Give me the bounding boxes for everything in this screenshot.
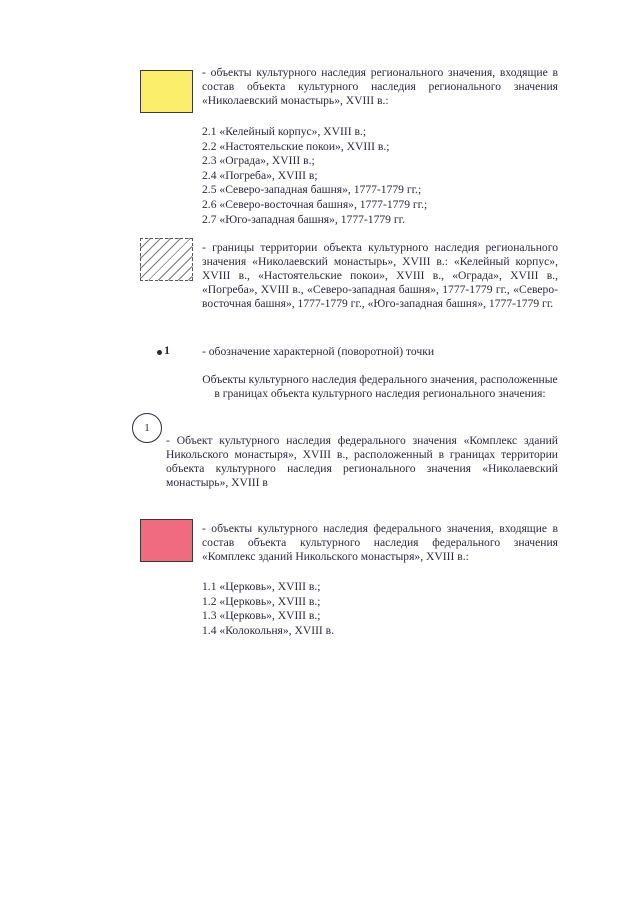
list-item: 2.2 «Настоятельские покои», XVIII в.; [202,139,390,153]
list-item: 2.3 «Ограда», XVIII в.; [202,154,315,168]
list-item: 1.2 «Церковь», XVIII в.; [202,594,321,608]
list-item: 2.5 «Северо-западная башня», 1777-1779 гг.; [202,183,422,197]
regional-objects-swatch [140,70,193,113]
federal-heading: Объекты культурного наследия федерального значения, расположенные в границах объекта культурного наследия регионального значения: [202,373,558,400]
list-item: 1.3 «Церковь», XVIII в.; [202,609,321,623]
point-description: - обозначение характерной (поворотной) точки [202,345,435,358]
list-item: 1.4 «Колокольня», XVIII в. [202,623,335,637]
federal-objects-list [202,580,334,638]
federal-complex-number: 1 [144,422,150,434]
list-item: 2.7 «Юго-западная башня», 1777-1779 гг. [202,212,405,226]
list-item: 2.1 «Келейный корпус», XVIII в.; [202,125,367,138]
boundary-description: - границы территории объекта культурного наследия регионального значения «Николаевский монастырь», XVIII в.: «Келейный корпус», XVIII в., «Настоятельские покои», XVIII в., «Ограда», XVIII в., «Погреба», XVIII в., «Северо-западная башня», 1777-1779 гг., «Северо-восточная башня», 1777-1779 гг., «Юго-западная башня», 1777-1779 гг. [202,241,558,310]
federal-objects-swatch [140,519,193,562]
boundary-hatch-swatch [140,238,193,281]
federal-complex-description: - Объект культурного наследия федерального значения «Комплекс зданий Никольского монастыря», XVIII в., расположенный в границах территории объекта культурного наследия регионального значения «Николаевский монастырь», XVIII в [166,434,558,489]
regional-objects-description: - объекты культурного наследия регионального значения, входящие в состав объекта культурного наследия регионального значения «Николаевский монастырь», XVIII в.: [202,66,558,107]
regional-objects-list [202,125,427,227]
list-item: 2.6 «Северо-восточная башня», 1777-1779 гг.; [202,197,428,211]
federal-objects-description: - объекты культурного наследия федерального значения, входящие в состав объекта культурного наследия федерального значения «Комплекс зданий Никольского монастыря», XVIII в.: [202,522,558,563]
point-marker-icon [157,350,162,355]
point-marker-number: 1 [164,343,170,357]
list-item: 2.4 «Погреба», XVIII в; [202,168,318,182]
federal-complex-circle-icon [132,413,162,443]
list-item: 1.1 «Церковь», XVIII в.; [202,580,321,593]
